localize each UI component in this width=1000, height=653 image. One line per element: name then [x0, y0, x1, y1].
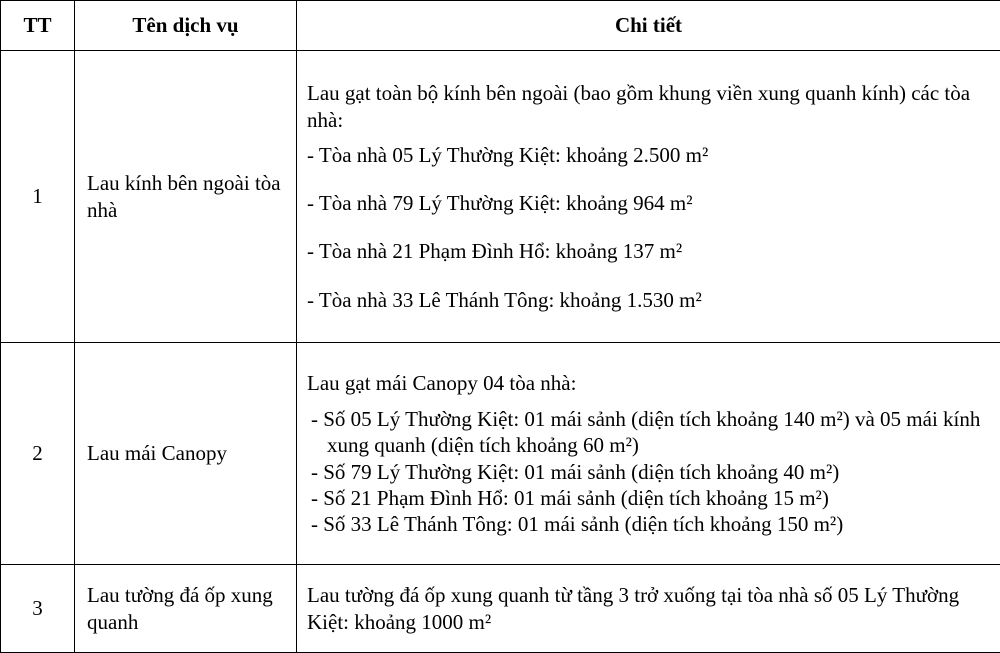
- detail-item: - Tòa nhà 79 Lý Thường Kiệt: khoảng 964 m²: [307, 190, 992, 216]
- service-detail: [297, 51, 1000, 343]
- service-detail: [297, 343, 1000, 565]
- detail-intro: Lau gạt mái Canopy 04 tòa nhà:: [307, 370, 992, 396]
- detail-item: - Số 79 Lý Thường Kiệt: 01 mái sảnh (diện tích khoảng 40 m²): [311, 459, 992, 485]
- header-service-name: Tên dịch vụ: [75, 1, 297, 51]
- detail-item: - Tòa nhà 05 Lý Thường Kiệt: khoảng 2.500 m²: [307, 142, 992, 168]
- service-name: Lau kính bên ngoài tòa nhà: [75, 51, 297, 343]
- table-row: [1, 343, 1000, 565]
- row-number: 1: [1, 51, 75, 343]
- service-detail: [297, 565, 1000, 653]
- detail-item: - Tòa nhà 21 Phạm Đình Hổ: khoảng 137 m²: [307, 238, 992, 264]
- detail-text: Lau tường đá ốp xung quanh từ tầng 3 trở xuống tại tòa nhà số 05 Lý Thường Kiệt: khoảng 1000 m²: [307, 582, 992, 635]
- header-tt: TT: [1, 1, 75, 51]
- table-row: [1, 565, 1000, 653]
- detail-item: - Số 21 Phạm Đình Hổ: 01 mái sảnh (diện tích khoảng 15 m²): [311, 485, 992, 511]
- detail-item: - Số 33 Lê Thánh Tông: 01 mái sảnh (diện tích khoảng 150 m²): [311, 511, 992, 537]
- detail-item: - Số 05 Lý Thường Kiệt: 01 mái sảnh (diện tích khoảng 140 m²) và 05 mái kính xung quanh (diện tích khoảng 60 m²): [311, 406, 992, 459]
- table-header-row: [1, 1, 1000, 51]
- header-detail: Chi tiết: [297, 1, 1000, 51]
- table-row: [1, 51, 1000, 343]
- row-number: 3: [1, 565, 75, 653]
- service-name: Lau tường đá ốp xung quanh: [75, 565, 297, 653]
- service-name: Lau mái Canopy: [75, 343, 297, 565]
- detail-intro: Lau gạt toàn bộ kính bên ngoài (bao gồm khung viền xung quanh kính) các tòa nhà:: [307, 80, 992, 133]
- detail-item: - Tòa nhà 33 Lê Thánh Tông: khoảng 1.530 m²: [307, 287, 992, 313]
- row-number: 2: [1, 343, 75, 565]
